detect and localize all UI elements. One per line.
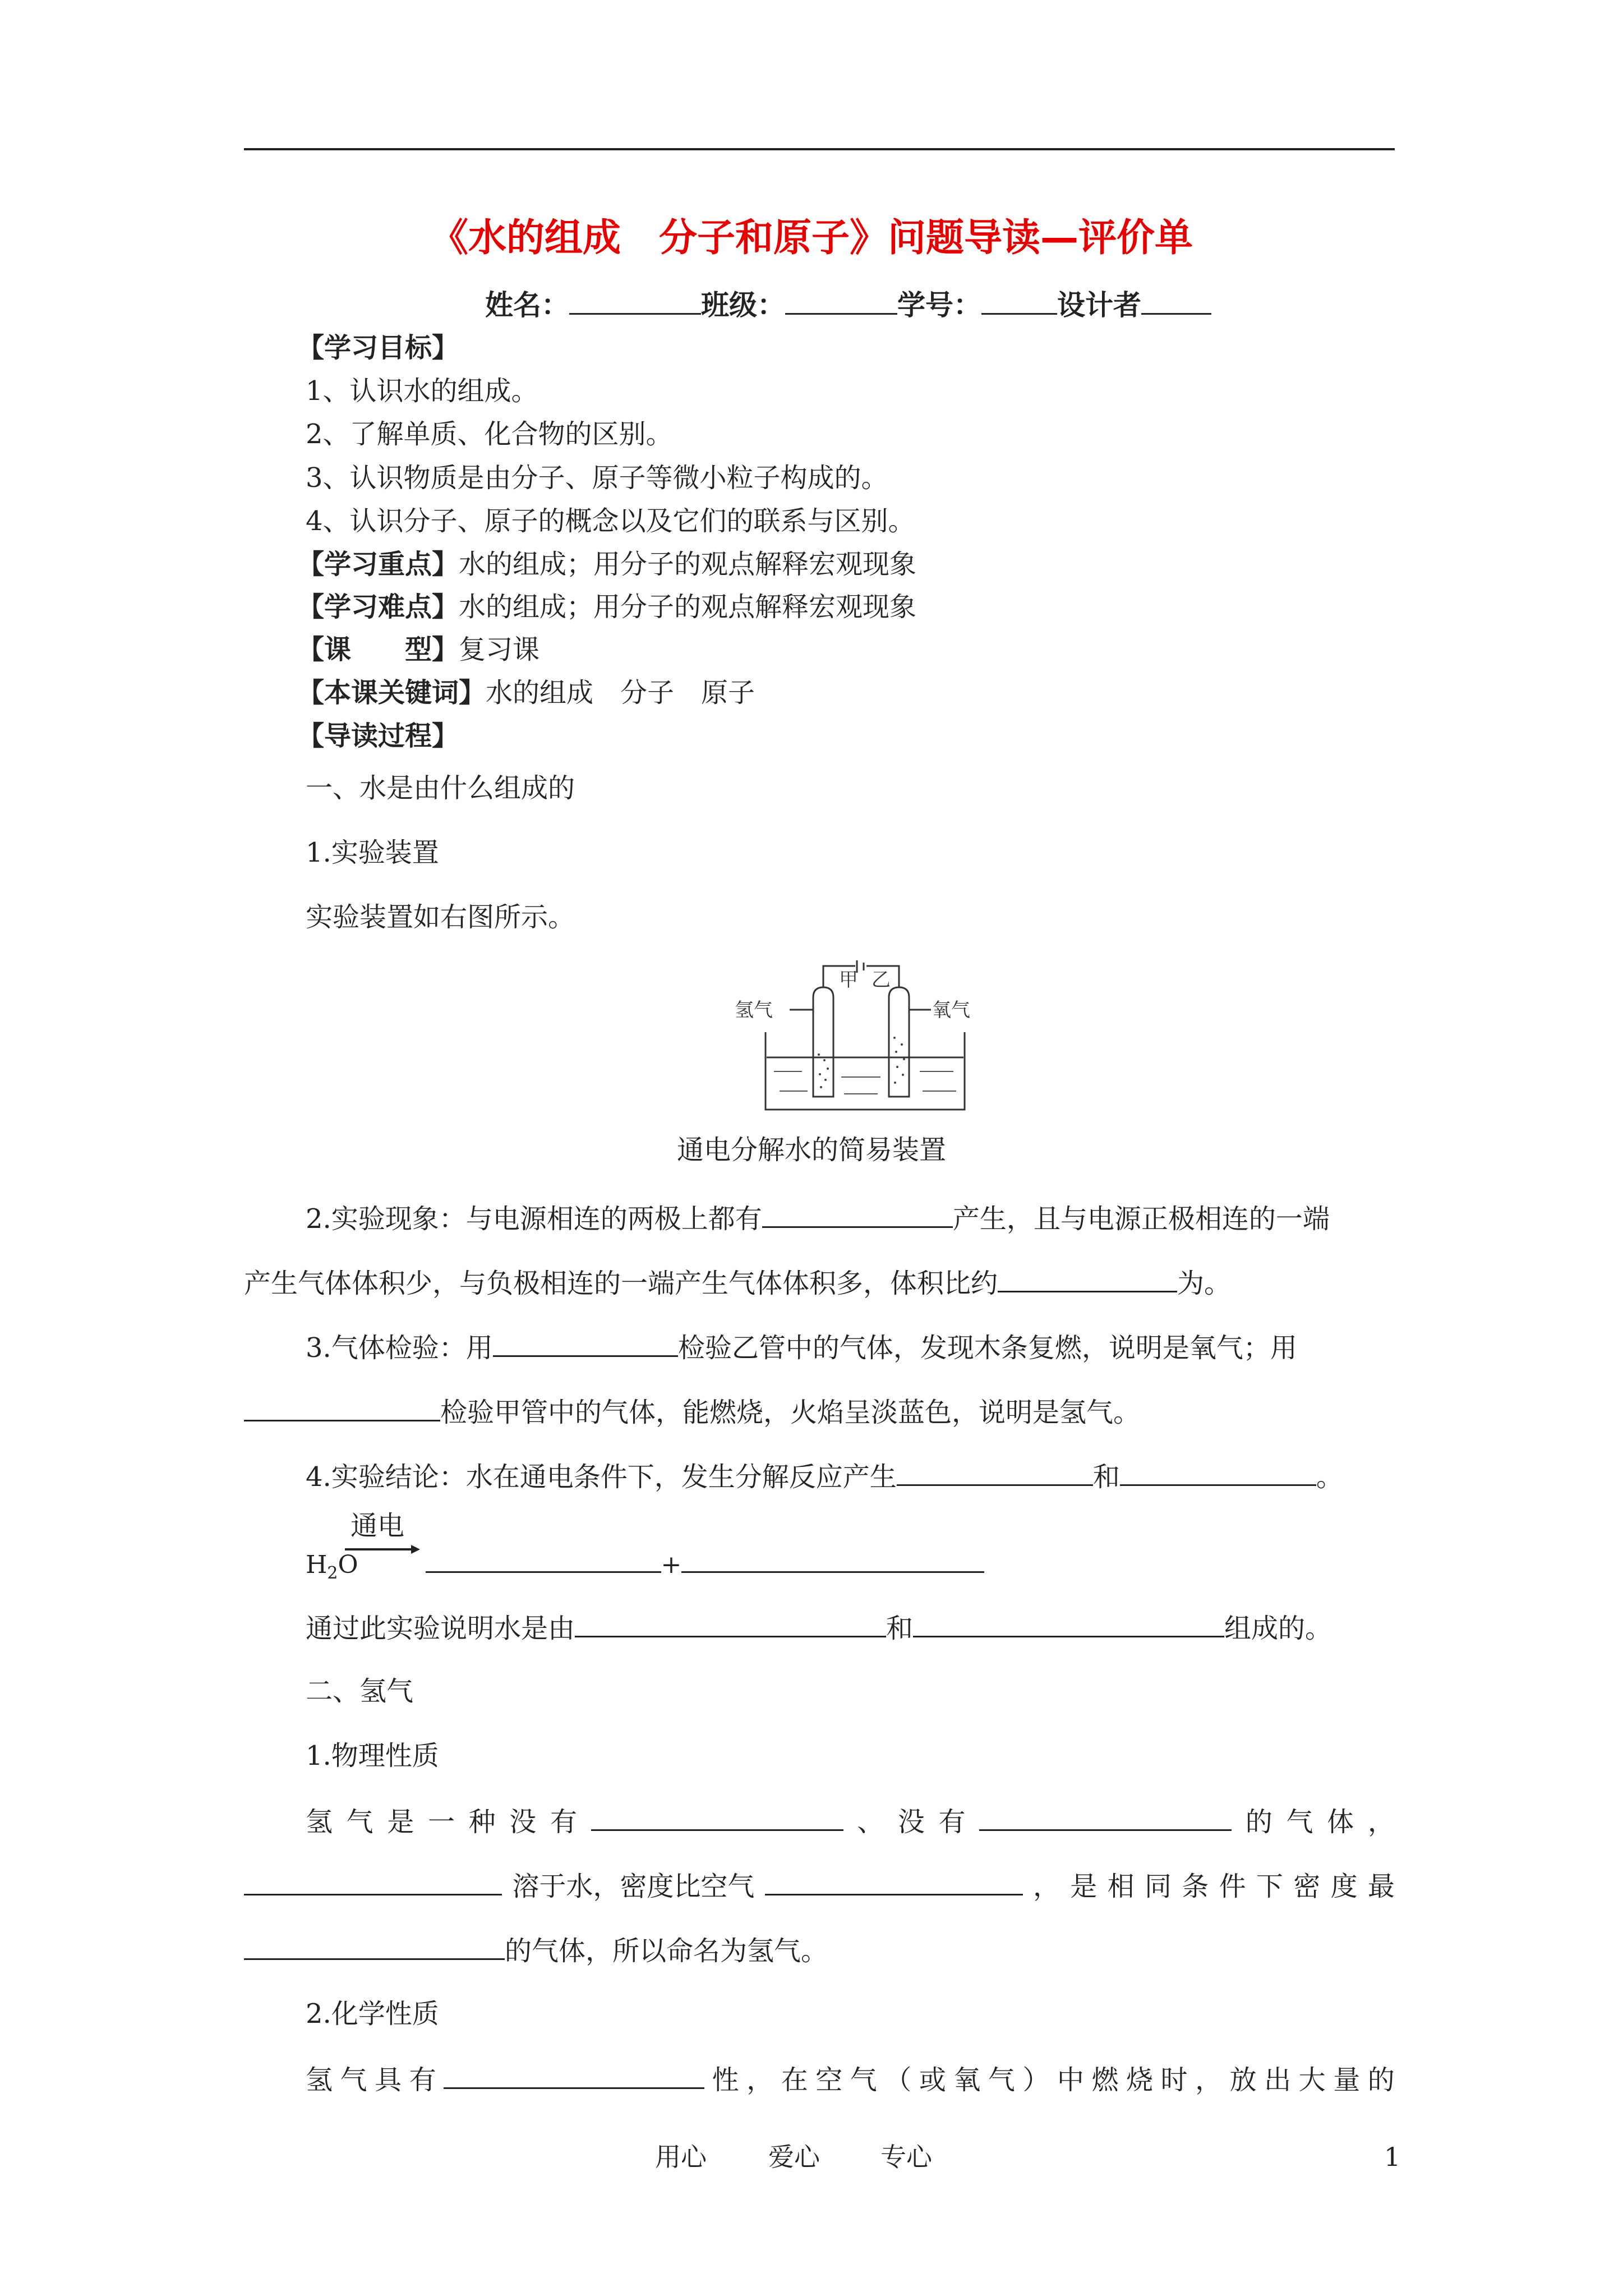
process-heading: 【导读过程】 bbox=[297, 720, 459, 752]
char: 烧 bbox=[1126, 2064, 1154, 2096]
page-title: 《水的组成 分子和原子》问题导读—评价单 bbox=[430, 216, 1193, 260]
char: 一 bbox=[427, 1806, 455, 1838]
key-point-text: 水的组成；用分子的观点解释宏观现象 bbox=[459, 549, 917, 580]
p3-blank-1[interactable] bbox=[493, 1329, 678, 1357]
char: 具 bbox=[375, 2064, 402, 2096]
hydrogen-label: 氢气 bbox=[735, 999, 773, 1022]
char: 有 bbox=[938, 1806, 966, 1838]
key-point-line bbox=[297, 547, 916, 581]
char: 下 bbox=[1256, 1871, 1283, 1902]
chem-blank-1[interactable] bbox=[444, 2062, 704, 2089]
number-blank[interactable] bbox=[981, 287, 1057, 315]
char: 的 bbox=[1245, 1806, 1272, 1838]
objectives-heading: 【学习目标】 bbox=[297, 332, 459, 364]
paragraph-2-line1 bbox=[306, 1200, 1330, 1236]
p3-text-b: 检验乙管中的气体，发现木条复燃，说明是氧气；用 bbox=[677, 1332, 1297, 1364]
tube-a-label: 甲 bbox=[839, 969, 858, 991]
key-point-label: 【学习重点】 bbox=[297, 549, 459, 580]
page-number: 1 bbox=[1384, 2142, 1401, 2172]
phys-text: 的气体，所以命名为氢气。 bbox=[505, 1935, 828, 1967]
char: 的 bbox=[1367, 2064, 1395, 2096]
name-blank[interactable] bbox=[569, 287, 701, 315]
char: 时 bbox=[1160, 2064, 1188, 2096]
lesson-type-line bbox=[297, 633, 540, 666]
section1-sub1-text: 实验装置如右图所示。 bbox=[306, 901, 575, 933]
figure-caption: 通电分解水的简易装置 bbox=[676, 1134, 946, 1166]
equation-blank-2[interactable] bbox=[681, 1545, 984, 1573]
equation-subscript: 2 bbox=[327, 1563, 338, 1583]
char: 度 bbox=[1330, 1871, 1358, 1902]
char: 气 bbox=[850, 2064, 877, 2096]
equation-condition: 通电 bbox=[351, 1510, 405, 1542]
phys-blank-1[interactable] bbox=[591, 1803, 843, 1831]
p5-blank-1[interactable] bbox=[575, 1610, 886, 1637]
char: 在 bbox=[781, 2064, 808, 2096]
oxygen-label: 氧气 bbox=[932, 999, 970, 1022]
student-info-line bbox=[485, 287, 1211, 322]
difficulty-text: 水的组成；用分子的观点解释宏观现象 bbox=[459, 591, 917, 623]
p3-blank-2[interactable] bbox=[244, 1394, 440, 1421]
char: 放 bbox=[1229, 2064, 1257, 2096]
char: ， bbox=[746, 2064, 774, 2096]
char: 气 bbox=[346, 1806, 374, 1838]
section2-heading: 二、氢气 bbox=[306, 1676, 414, 1707]
char: 体 bbox=[1327, 1806, 1354, 1838]
objective-item: 4、认识分子、原子的概念以及它们的联系与区别。 bbox=[306, 505, 915, 537]
paragraph-4 bbox=[306, 1458, 1343, 1494]
char: 燃 bbox=[1091, 2064, 1119, 2096]
char: 相 bbox=[1107, 1871, 1135, 1902]
char: ） bbox=[1022, 2064, 1050, 2096]
char: 气 bbox=[1286, 1806, 1313, 1838]
equation-blank-1[interactable] bbox=[426, 1545, 661, 1573]
char: 没 bbox=[897, 1806, 925, 1838]
char: ， bbox=[1032, 1871, 1060, 1902]
char: 件 bbox=[1219, 1871, 1246, 1902]
section2-sub2: 2.化学性质 bbox=[306, 1998, 439, 2030]
char: 出 bbox=[1264, 2064, 1292, 2096]
footer-text-2: 爱心 bbox=[768, 2142, 820, 2172]
char: 没 bbox=[509, 1806, 537, 1838]
name-label: 姓名： bbox=[485, 288, 569, 321]
char: 最 bbox=[1367, 1871, 1395, 1902]
p2-text-a: 2.实验现象：与电源相连的两极上都有 bbox=[306, 1203, 762, 1235]
chemical-properties-line1 bbox=[306, 2062, 1395, 2097]
char: ， bbox=[1195, 2064, 1223, 2096]
footer-text-1: 用心 bbox=[655, 2142, 707, 2172]
section2-sub1: 1.物理性质 bbox=[306, 1740, 439, 1772]
phys-text: 溶于水，密度比空气 bbox=[512, 1871, 755, 1902]
p5-text-c: 组成的。 bbox=[1224, 1613, 1332, 1644]
char: 气 bbox=[340, 2064, 367, 2096]
phys-blank-5[interactable] bbox=[244, 1932, 505, 1960]
p2-blank-1[interactable] bbox=[762, 1200, 953, 1228]
char: 氢 bbox=[306, 2064, 333, 2096]
p2-text-c: 产生气体体积少，与负极相连的一端产生气体体积多，体积比约 bbox=[244, 1268, 998, 1299]
paragraph-3-line1 bbox=[306, 1329, 1297, 1365]
electrolysis-apparatus-figure bbox=[729, 959, 976, 1116]
difficulty-label: 【学习难点】 bbox=[297, 591, 459, 623]
char: 条 bbox=[1182, 1871, 1209, 1902]
designer-blank[interactable] bbox=[1141, 287, 1211, 315]
section1-sub1: 1.实验装置 bbox=[306, 837, 439, 868]
tube-b-label: 乙 bbox=[872, 969, 891, 991]
char: 性 bbox=[712, 2064, 739, 2096]
objective-item: 3、认识物质是由分子、原子等微小粒子构成的。 bbox=[306, 462, 888, 494]
p2-text-b: 产生，且与电源正极相连的一端 bbox=[952, 1203, 1330, 1235]
char: 大 bbox=[1298, 2064, 1326, 2096]
char: 氧 bbox=[953, 2064, 981, 2096]
phys-blank-4[interactable] bbox=[765, 1868, 1023, 1895]
char: 、 bbox=[857, 1806, 884, 1838]
char: 或 bbox=[919, 2064, 946, 2096]
keywords-line bbox=[297, 676, 755, 710]
designer-label: 设计者 bbox=[1057, 288, 1141, 321]
phys-blank-3[interactable] bbox=[244, 1868, 502, 1895]
char: 同 bbox=[1144, 1871, 1172, 1902]
lesson-type-text: 复习课 bbox=[459, 634, 540, 665]
objective-item: 1、认识水的组成。 bbox=[306, 375, 538, 407]
paragraph-3-line2 bbox=[244, 1394, 1140, 1429]
p4-text-c: 。 bbox=[1316, 1461, 1343, 1493]
char: 量 bbox=[1333, 2064, 1361, 2096]
equation-o: O bbox=[338, 1550, 358, 1579]
p4-blank-1[interactable] bbox=[897, 1458, 1093, 1486]
char: 有 bbox=[409, 2064, 436, 2096]
p2-blank-2[interactable] bbox=[998, 1265, 1177, 1292]
p5-text-a: 通过此实验说明水是由 bbox=[306, 1613, 575, 1644]
physical-properties-line3 bbox=[244, 1932, 828, 1968]
char: 有 bbox=[550, 1806, 577, 1838]
paragraph-5 bbox=[306, 1610, 1332, 1645]
p3-text-c: 检验甲管中的气体，能燃烧，火焰呈淡蓝色，说明是氢气。 bbox=[440, 1397, 1141, 1428]
p5-blank-2[interactable] bbox=[913, 1610, 1224, 1637]
section1-heading: 一、水是由什么组成的 bbox=[306, 772, 575, 804]
footer-text-3: 专心 bbox=[880, 2142, 932, 2172]
char: 密 bbox=[1293, 1871, 1321, 1902]
header-rule bbox=[244, 148, 1395, 150]
physical-properties-line1 bbox=[306, 1803, 1395, 1839]
physical-properties-line2 bbox=[244, 1868, 1395, 1903]
char: 是 bbox=[387, 1806, 414, 1838]
phys-blank-2[interactable] bbox=[979, 1803, 1232, 1831]
class-label: 班级： bbox=[701, 288, 785, 321]
char: 是 bbox=[1070, 1871, 1098, 1902]
p4-text-a: 4.实验结论：水在通电条件下，发生分解反应产生 bbox=[306, 1461, 897, 1493]
char: ， bbox=[1367, 1806, 1395, 1838]
keywords-text: 水的组成 分子 原子 bbox=[486, 677, 755, 708]
p5-text-b: 和 bbox=[886, 1613, 914, 1644]
char: （ bbox=[884, 2064, 912, 2096]
p4-text-b: 和 bbox=[1092, 1461, 1120, 1493]
equation-plus: + bbox=[661, 1550, 682, 1579]
paragraph-2-line2 bbox=[244, 1265, 1231, 1300]
reaction-arrow-icon bbox=[345, 1544, 421, 1555]
keywords-label: 【本课关键词】 bbox=[297, 677, 486, 708]
difficulty-line bbox=[297, 590, 916, 624]
p2-text-d: 为。 bbox=[1177, 1268, 1232, 1299]
p4-blank-2[interactable] bbox=[1120, 1458, 1316, 1486]
number-label: 学号： bbox=[897, 288, 981, 321]
char: 气 bbox=[988, 2064, 1015, 2096]
char: 种 bbox=[468, 1806, 496, 1838]
equation-h: H bbox=[306, 1550, 328, 1579]
objective-item: 2、了解单质、化合物的区别。 bbox=[306, 418, 673, 450]
p3-text-a: 3.气体检验：用 bbox=[306, 1332, 493, 1364]
char: 中 bbox=[1057, 2064, 1084, 2096]
lesson-type-label: 【课 型】 bbox=[297, 634, 459, 665]
class-blank[interactable] bbox=[785, 287, 897, 315]
char: 氢 bbox=[306, 1806, 333, 1838]
char: 空 bbox=[815, 2064, 843, 2096]
